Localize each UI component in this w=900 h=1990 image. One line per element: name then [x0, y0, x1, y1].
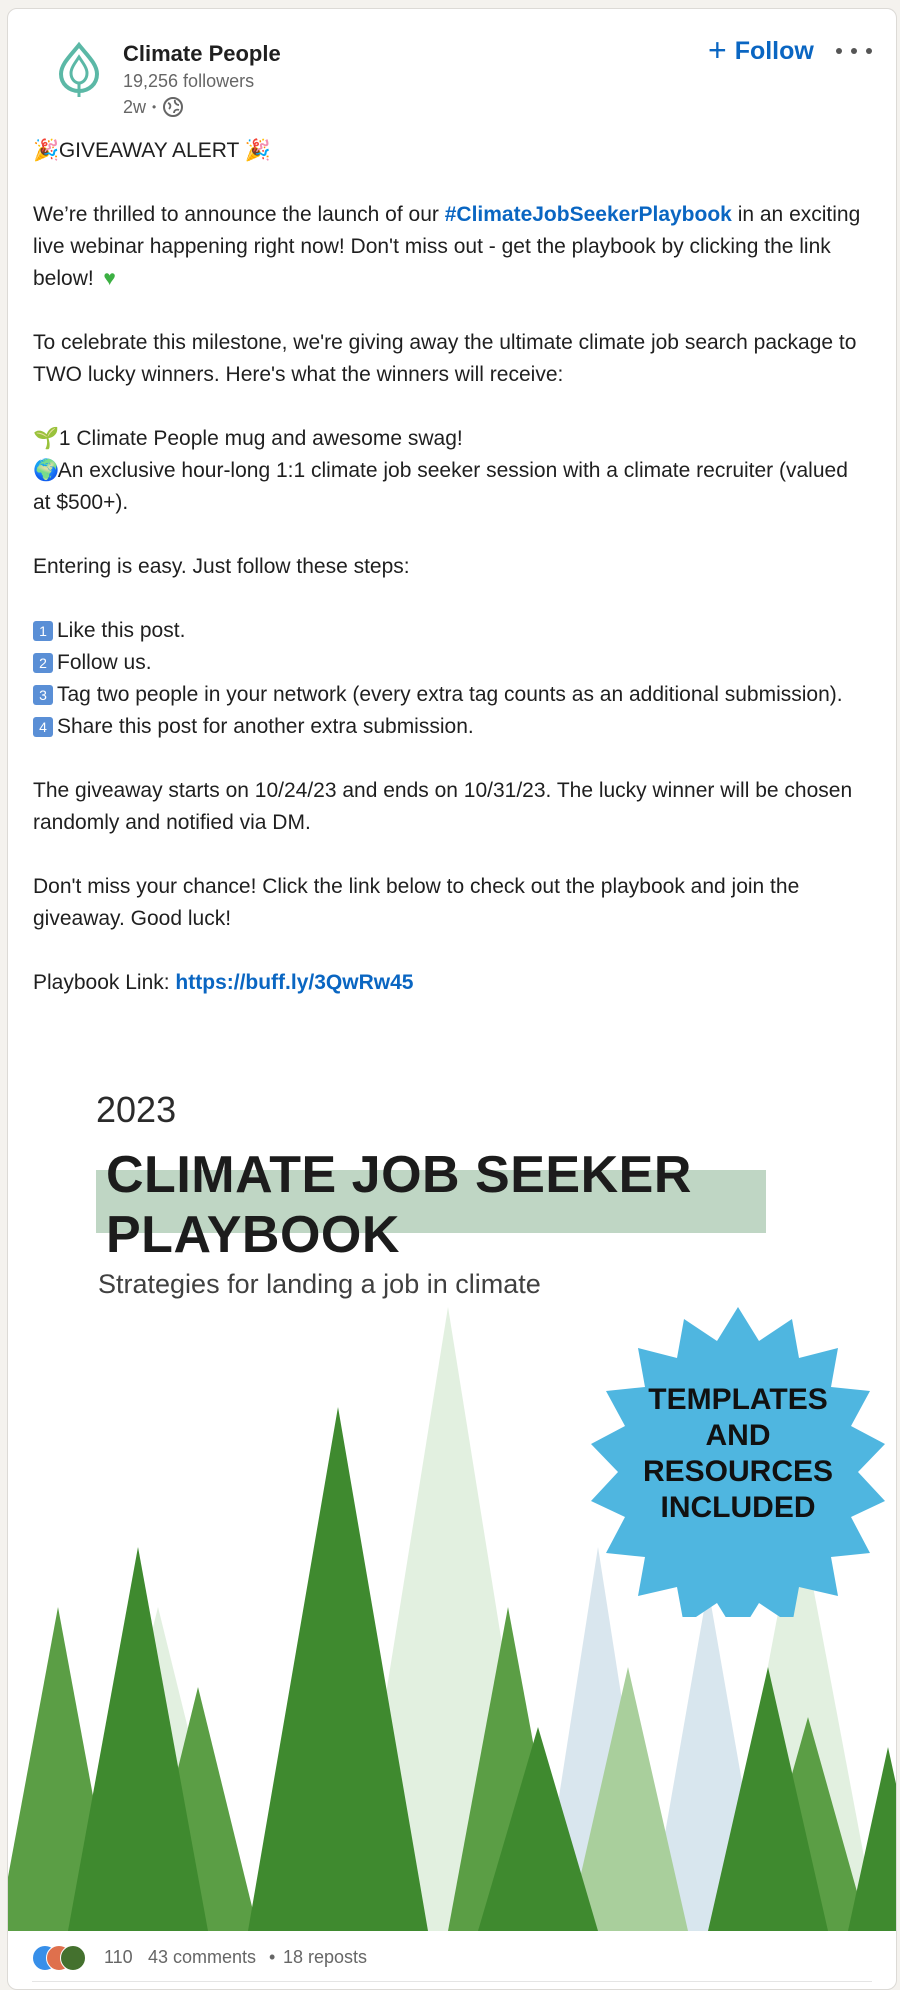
post-header [8, 9, 896, 124]
prize-item [33, 455, 868, 519]
climate-people-logo-icon [44, 35, 114, 105]
number-badge-icon: 1 [33, 621, 53, 641]
steps-intro: Entering is easy. Just follow these steps: [33, 555, 410, 578]
post-meta [123, 96, 184, 118]
more-options-icon[interactable] [834, 37, 878, 65]
playbook-link-line [33, 967, 868, 999]
cta-paragraph: Don't miss your chance! Click the link below to check out the playbook and join the giveaway. Good luck! [33, 875, 800, 930]
reaction-icons[interactable] [32, 1945, 104, 1971]
cover-title-line1: CLIMATE JOB SEEKER [106, 1146, 692, 1204]
celebration-paragraph: To celebrate this milestone, we're giving away the ultimate climate job search package to TWO lucky winners. Here's what the winners will receive: [33, 331, 857, 386]
giveaway-headline [33, 135, 868, 167]
hashtag-link[interactable]: #ClimateJobSeekerPlaybook [444, 203, 732, 226]
post-time: 2w [123, 96, 147, 117]
plus-icon: + [708, 31, 727, 68]
post-image[interactable] [8, 1047, 896, 1931]
engagement-separator: • [269, 1947, 276, 1967]
prize-text: 1 Climate People mug and awesome swag! [58, 427, 463, 450]
step-item [33, 647, 868, 679]
reposts-count[interactable]: 18 reposts [283, 1947, 368, 1967]
badge-line: AND [705, 1419, 771, 1452]
follow-label: Follow [734, 36, 814, 65]
number-badge-icon: 3 [33, 685, 53, 705]
reaction-count[interactable]: 110 [104, 1947, 133, 1967]
engagement-bar [8, 1935, 896, 1985]
globe-icon [162, 96, 184, 118]
post-body [33, 135, 868, 999]
giveaway-text: GIVEAWAY ALERT [58, 139, 239, 162]
comments-count[interactable]: 43 comments [148, 1947, 257, 1967]
party-popper-emoji-icon: 🎉 [33, 139, 60, 162]
cover-title-line2: PLAYBOOK [106, 1206, 400, 1264]
badge-line: TEMPLATES [648, 1383, 828, 1416]
step-text: Tag two people in your network (every extra tag counts as an additional submission). [57, 683, 843, 706]
step-text: Share this post for another extra submission. [57, 715, 474, 738]
support-reaction-icon [60, 1945, 86, 1971]
divider [32, 1981, 872, 1982]
post-card [7, 8, 897, 1990]
cover-year: 2023 [96, 1089, 177, 1130]
step-text: Like this post. [57, 619, 186, 642]
badge-line: INCLUDED [660, 1491, 816, 1524]
step-item [33, 711, 868, 743]
earth-globe-emoji-icon: 🌍 [33, 459, 60, 482]
link-label: Playbook Link: [33, 971, 176, 994]
playbook-link[interactable]: https://buff.ly/3QwRw45 [175, 971, 414, 994]
meta-separator: • [152, 100, 157, 114]
prize-text: An exclusive hour-long 1:1 climate job seeker session with a climate recruiter (valued at $500+). [33, 459, 848, 514]
prize-item [33, 423, 868, 455]
cover-subtitle: Strategies for landing a job in climate [98, 1269, 541, 1299]
announcement-paragraph [33, 199, 868, 295]
seedling-emoji-icon: 🌱 [33, 427, 60, 450]
step-text: Follow us. [57, 651, 152, 674]
badge-text [583, 1382, 893, 1526]
company-logo[interactable] [44, 35, 114, 105]
author-name[interactable]: Climate People [123, 41, 281, 66]
step-item [33, 679, 868, 711]
announcement-text-end: in an exciting live webinar happening right now! Don't miss out - get the playbook by clicking the link below! [33, 203, 861, 290]
party-popper-emoji-icon: 🎉 [244, 139, 271, 162]
number-badge-icon: 4 [33, 717, 53, 737]
follower-count: 19,256 followers [123, 71, 255, 91]
follow-button[interactable] [700, 31, 822, 71]
announcement-text-start: We’re thrilled to announce the launch of our [33, 203, 445, 226]
number-badge-icon: 2 [33, 653, 53, 673]
badge-line: RESOURCES [642, 1455, 834, 1488]
dates-paragraph: The giveaway starts on 10/24/23 and ends on 10/31/23. The lucky winner will be chosen randomly and notified via DM. [33, 779, 853, 834]
green-heart-emoji-icon: ♥ [103, 267, 116, 290]
step-item [33, 615, 868, 647]
